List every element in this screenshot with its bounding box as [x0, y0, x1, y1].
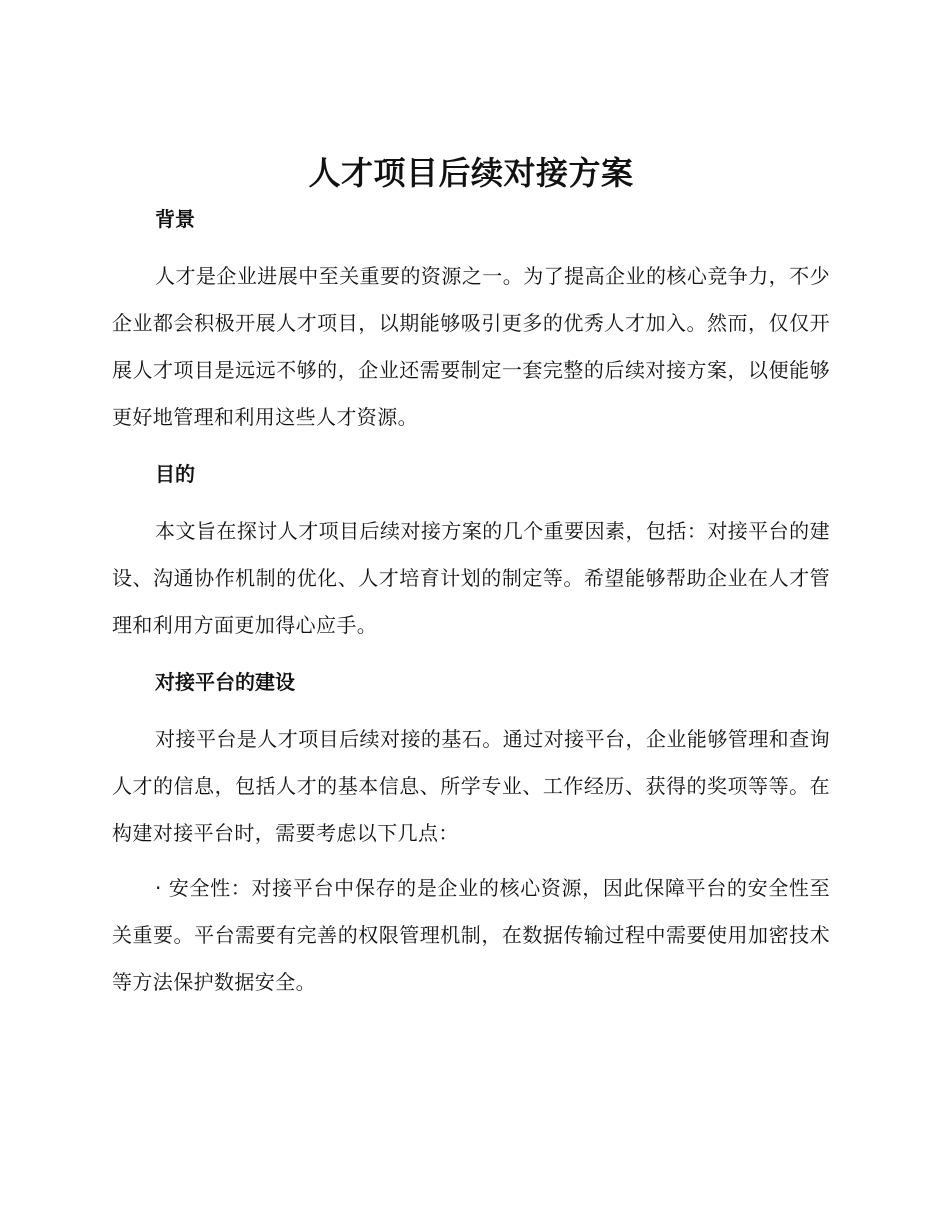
section-heading-background: 背景 — [155, 207, 195, 231]
section-heading-platform: 对接平台的建设 — [155, 670, 295, 694]
document-title: 人才项目后续对接方案 — [308, 154, 634, 192]
document-body — [112, 148, 830, 1006]
security-bullet-paragraph: · 安全性：对接平台中保存的是企业的核心资源，因此保障平台的安全性至关重要。平台需要有完善的权限管理机制，在数据传输过程中需要使用加密技术等方法保护数据安全。 — [112, 876, 830, 994]
section-heading-purpose: 目的 — [155, 462, 195, 486]
purpose-paragraph: 本文旨在探讨人才项目后续对接方案的几个重要因素，包括：对接平台的建设、沟通协作机制的优化、人才培育计划的制定等。希望能够帮助企业在人才管理和利用方面更加得心应手。 — [112, 519, 830, 637]
background-paragraph: 人才是企业进展中至关重要的资源之一。为了提高企业的核心竞争力，不少企业都会积极开展人才项目，以期能够吸引更多的优秀人才加入。然而，仅仅开展人才项目是远远不够的，企业还需要制定一套完整的后续对接方案，以便能够更好地管理和利用这些人才资源。 — [112, 264, 830, 429]
platform-paragraph: 对接平台是人才项目后续对接的基石。通过对接平台，企业能够管理和查询人才的信息，包括人才的基本信息、所学专业、工作经历、获得的奖项等等。在构建对接平台时，需要考虑以下几点： — [112, 727, 830, 845]
